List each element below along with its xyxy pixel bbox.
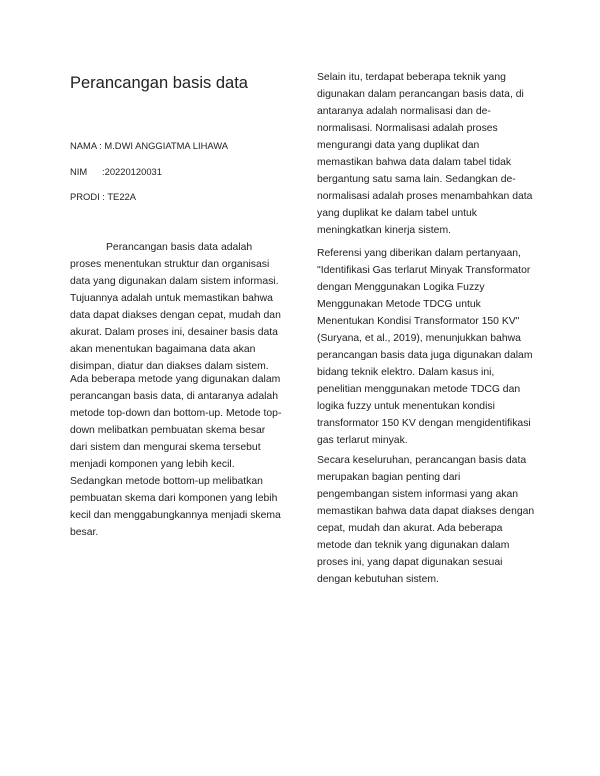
paragraph-intro: Perancangan basis data adalah proses menentukan struktur dan organisasi data yang digunakan dalam sistem informasi. Tujuannya adalah untuk memastikan bahwa data dapat diakses dengan cepat, mudah dan akurat. Dalam proses ini, desainer basis data akan menentukan bagaimana data akan disimpan, diatur dan diakses dalam sistem.	[70, 242, 281, 372]
study-program: PRODI : TE22A	[70, 191, 136, 202]
author-name: NAMA : M.DWI ANGGIATMA LIHAWA	[70, 140, 228, 151]
paragraph-reference: Referensi yang diberikan dalam pertanyaan, "Identifikasi Gas terlarut Minyak Transformator dengan Menggunakan Logika Fuzzy Menggunakan Metode TDCG untuk Menentukan Kondisi Transformator 150 KV" (Suryana, et al., 2019), menunjukkan bahwa perancangan basis data juga digunakan dalam bidang teknik elektro. Dalam kasus ini, penelitian menggunakan metode TDCG dan logika fuzzy untuk menentukan kondisi transformator 150 KV dengan mengidentifikasi gas terlarut minyak.	[317, 248, 533, 446]
student-id-label: NIM	[70, 166, 88, 177]
paragraph-conclusion: Secara keseluruhan, perancangan basis data merupakan bagian penting dari pengembangan sistem informasi yang akan memastikan bahwa data dapat diakses dengan cepat, mudah dan akurat. Ada beberapa metode dan teknik yang digunakan dalam proses ini, yang dapat digunakan sesuai dengan kebutuhan sistem.	[317, 455, 535, 585]
paragraph-techniques: Selain itu, terdapat beberapa teknik yang digunakan dalam perancangan basis data, di antaranya adalah normalisasi dan de-normalisasi. Normalisasi adalah proses mengurangi data yang duplikat dan memastikan bahwa data dalam tabel tidak bergantung satu sama lain. Sedangkan de-normalisasi adalah proses menambahkan data yang duplikat ke dalam tabel untuk meningkatkan kinerja sistem.	[317, 72, 533, 236]
paragraph-methods: Ada beberapa metode yang digunakan dalam perancangan basis data, di antaranya adalah metode top-down dan bottom-up. Metode top-down melibatkan pembuatan skema besar dari sistem dan mengurai skema tersebut menjadi komponen yang lebih kecil. Sedangkan metode bottom-up melibatkan pembuatan skema dari komponen yang lebih kecil dan menggabungkannya menjadi skema besar.	[70, 374, 282, 538]
document-title: Perancangan basis data	[70, 74, 248, 92]
student-id-value: :20220120031	[102, 166, 162, 177]
student-id	[70, 166, 162, 178]
